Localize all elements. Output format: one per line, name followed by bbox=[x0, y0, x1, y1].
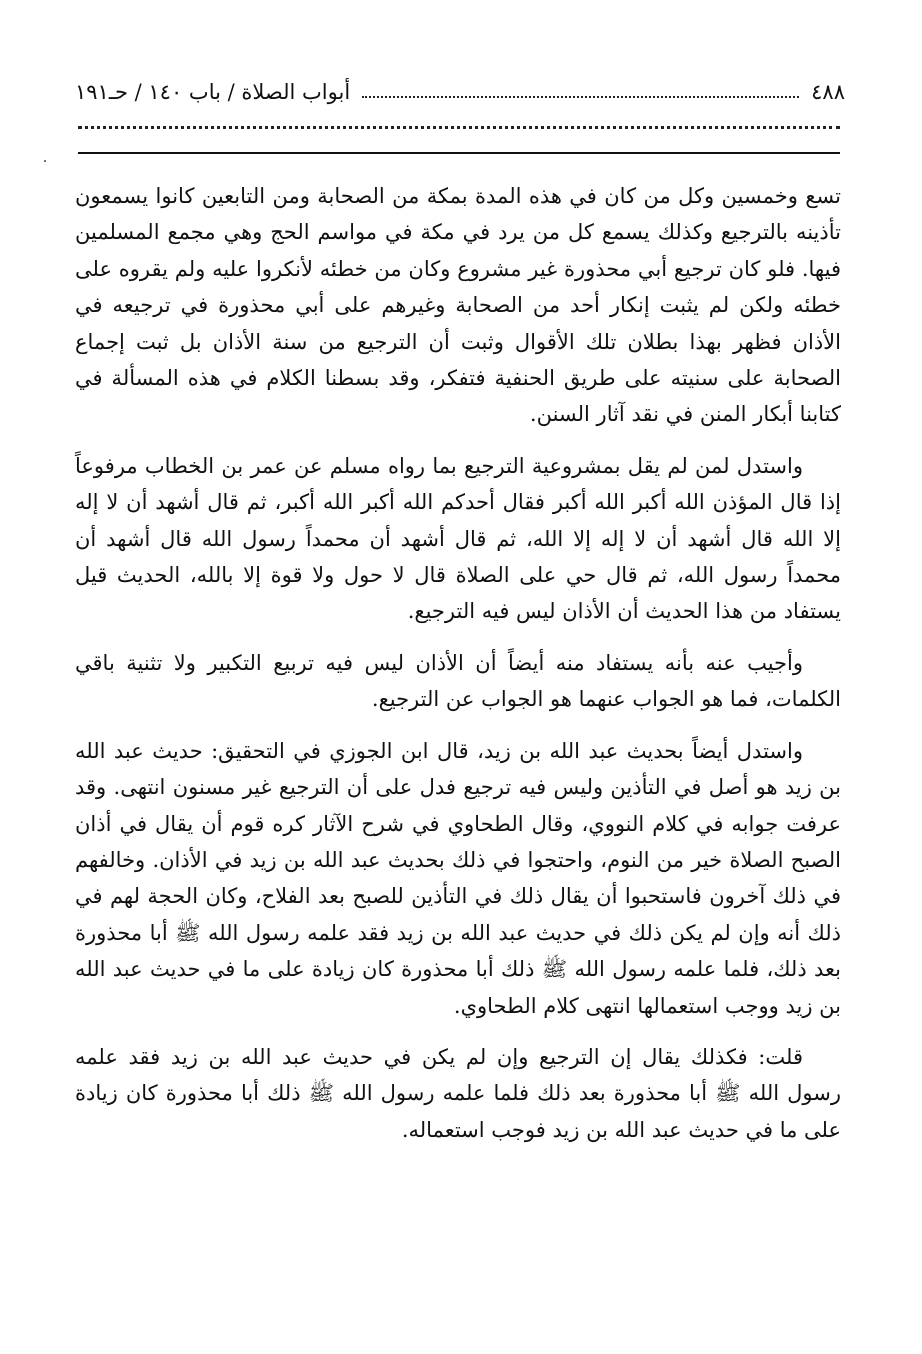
header-rule bbox=[78, 152, 840, 154]
body-text bbox=[75, 178, 841, 1163]
header-dot-leader bbox=[362, 86, 799, 98]
page-number: ٤٨٨ bbox=[811, 80, 845, 104]
page-header bbox=[75, 72, 845, 112]
scan-speck bbox=[44, 160, 46, 162]
paragraph-2: واستدل لمن لم يقل بمشروعية الترجيع بما رواه مسلم عن عمر بن الخطاب مرفوعاً إذا قال المؤذن الله أكبر الله أكبر فقال أحدكم الله أكبر الله أكبر، ثم قال أشهد أن لا إله إلا الله قال أشهد أن لا إله إلا الله، ثم قال أشهد أن محمداً رسول الله قال أشهد أن محمداً رسول الله، ثم قال حي على الصلاة قال لا حول ولا قوة إلا بالله، الحديث قيل يستفاد من هذا الحديث أن الأذان ليس فيه الترجيع. bbox=[75, 453, 841, 624]
header-dotted-rule bbox=[78, 126, 840, 129]
paragraph-3: وأجيب عنه بأنه يستفاد منه أيضاً أن الأذان ليس فيه تربيع التكبير ولا تثنية باقي الكلمات، فما هو الجواب عنهما هو الجواب عن الترجيع. bbox=[75, 650, 841, 712]
paragraph-5: قلت: فكذلك يقال إن الترجيع وإن لم يكن في حديث عبد الله بن زيد فقد علمه رسول الله ﷺ أبا محذورة بعد ذلك فلما علمه رسول الله ﷺ ذلك أبا محذورة كان زيادة على ما في حديث عبد الله بن زيد فوجب استعماله. bbox=[75, 1044, 841, 1142]
running-title: أبواب الصلاة / باب ١٤٠ / حـ١٩١ bbox=[75, 80, 351, 104]
paragraph-4: واستدل أيضاً بحديث عبد الله بن زيد، قال ابن الجوزي في التحقيق: حديث عبد الله بن زيد هو أصل في التأذين وليس فيه ترجيع فدل على أن الترجيع غير مسنون انتهى. وقد عرفت جوابه في كلام النووي، وقال الطحاوي في شرح الآثار كره قوم أن يقال في أذان الصبح الصلاة خير من النوم، واحتجوا في ذلك بحديث عبد الله بن زيد في الأذان. وخالفهم في ذلك آخرون فاستحبوا أن يقال ذلك في التأذين للصبح بعد الفلاح، وكان الحجة لهم في ذلك أنه وإن لم يكن ذلك في حديث عبد الله بن زيد فقد علمه رسول الله ﷺ أبا محذورة بعد ذلك، فلما علمه رسول الله ﷺ ذلك أبا محذورة كان زيادة على ما في حديث عبد الله بن زيد ووجب استعمالها انتهى كلام الطحاوي. bbox=[75, 738, 841, 1018]
paragraph-1: تسع وخمسين وكل من كان في هذه المدة بمكة من الصحابة ومن التابعين كانوا يسمعون تأذينه بالترجيع وكذلك يسمع كل من يرد في مكة في مواسم الحج وهي مجمع المسلمين فيها. فلو كان ترجيع أبي محذورة غير مشروع وكان من خطئه لأنكروا عليه ولم يقروه على خطئه ولكن لم يثبت إنكار أحد من الصحابة وغيرهم على أبي محذورة في ترجيعه في الأذان فظهر بهذا بطلان تلك الأقوال وثبت أن الترجيع من سنة الأذان بل ثبت إجماع الصحابة على سنيته على طريق الحنفية فتفكر، وقد بسطنا الكلام في هذه المسألة في كتابنا أبكار المنن في نقد آثار السنن. bbox=[75, 184, 841, 427]
